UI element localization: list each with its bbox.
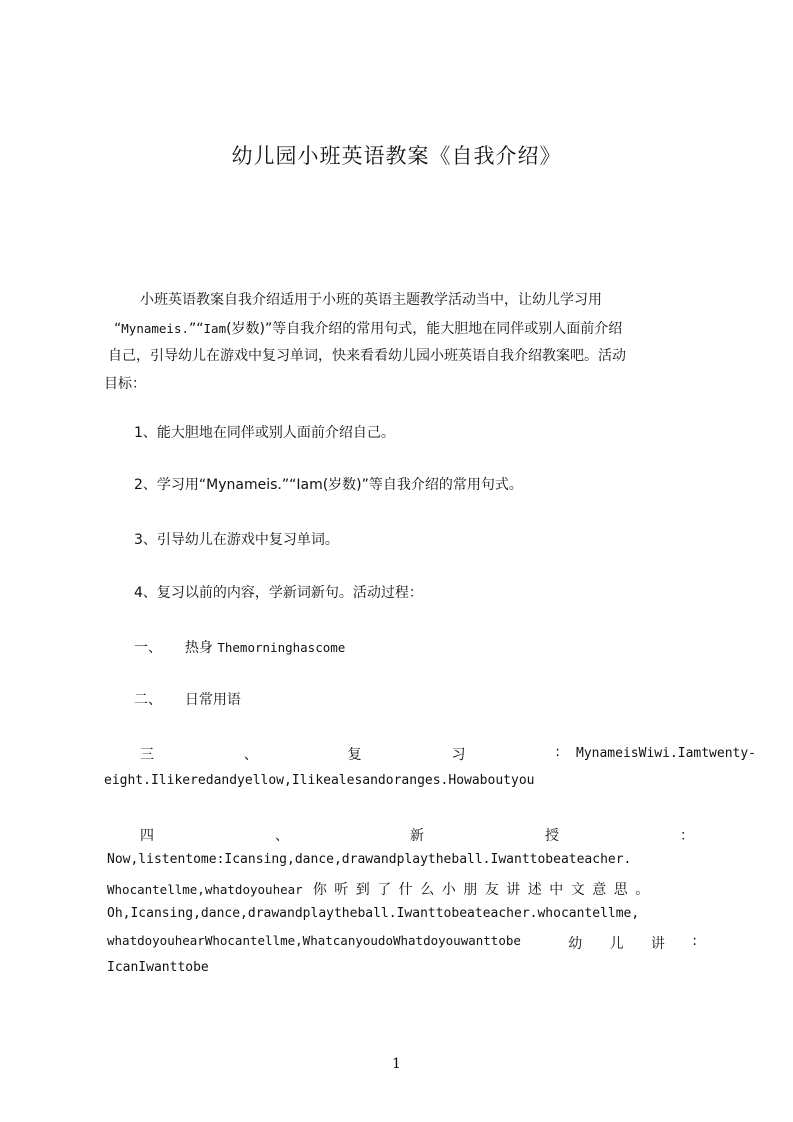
section-4-line-4 (107, 933, 697, 953)
intro-line-2-rest: ”等自我介绍的常用句式，能大胆地在同伴或别人面前介绍 (265, 320, 623, 337)
section-4-line-4-char-2: 儿 (609, 936, 624, 952)
section-4-line-5: IcanIwanttobe (107, 960, 209, 975)
intro-en-phrase-1: Mynameis. (121, 320, 189, 336)
section-4-line-4-char-3: 讲 (650, 936, 665, 952)
section-4-line-4-char-4: : (692, 933, 697, 949)
intro-line-1-text: 小班英语教案自我介绍适用于小班的英语主题教学活动当中，让幼儿学习用 (140, 292, 602, 308)
section-3-line-1-end: MynameisWiwi.Iamtwenty- (576, 746, 757, 761)
page-number: 1 (392, 1056, 401, 1072)
section-4-line-4-en: whatdoyouhearWhocantellme,WhatcanyoudoWhatdoyouwanttobe (107, 933, 521, 948)
intro-paragraph (106, 287, 702, 398)
section-3-char-5: : (555, 744, 560, 760)
section-4-line-3: Oh,Icansing,dance,drawandplaytheball.Iwanttobeateacher.whocantellme, (107, 906, 640, 921)
quote-open: “ (114, 320, 122, 337)
quote-mid: ”“ (189, 320, 204, 337)
section-4-char-5: ： (680, 828, 694, 844)
section-4-line-4-char-1: 幼 (568, 936, 583, 952)
section-4-line-2-zh: 你听到了什么小朋友讲述中文意思。 (312, 882, 657, 898)
section-4-line-2 (107, 879, 657, 899)
section-2-heading (134, 687, 241, 714)
goal-2: 2、学习用“Mynameis.”“Iam(岁数)”等自我介绍的常用句式。 (134, 477, 523, 493)
section-1-label: 热身 (184, 640, 213, 656)
section-3-char-3: 复 (347, 747, 362, 763)
section-4-char-1: 四 (140, 828, 154, 844)
section-4-line-1: Now,listentome:Icansing,dance,drawandplaytheball.Iwanttobeateacher. (107, 852, 632, 867)
intro-line-4: 目标： (104, 375, 146, 392)
section-3-line-2: eight.Ilikeredandyellow,Ilikealesandoranges.Howaboutyou (104, 773, 535, 788)
section-4-char-4: 授 (545, 828, 559, 844)
goal-4: 4、复习以前的内容，学新词新句。活动过程： (134, 585, 423, 601)
section-4-line-2-en: Whocantellme,whatdoyouhear (107, 882, 303, 897)
intro-line-2 (114, 315, 702, 344)
document-title: 幼儿园小班英语教案《自我介绍》 (231, 144, 562, 168)
intro-line-3: 自己，引导幼儿在游戏中复习单词，快来看看幼儿园小班英语自我介绍教案吧。活动 (108, 348, 626, 364)
section-2-label: 日常用语 (184, 692, 241, 708)
section-4-heading (140, 825, 694, 845)
section-3-char-1: 三 (140, 747, 154, 763)
intro-age: (岁数) (226, 320, 266, 337)
intro-line-1 (106, 287, 702, 315)
section-1-heading (134, 634, 345, 662)
section-4-char-3: 新 (410, 828, 424, 844)
section-2-number: 二、 (134, 692, 162, 708)
section-1-text: Themorninghascome (217, 640, 346, 655)
section-3-char-2: 、 (243, 747, 258, 763)
section-4-char-2: 、 (275, 828, 289, 844)
goal-3: 3、引导幼儿在游戏中复习单词。 (134, 532, 339, 548)
section-3-heading (140, 744, 560, 764)
section-1-number: 一、 (134, 640, 162, 656)
goal-1: 1、能大胆地在同伴或别人面前介绍自己。 (134, 425, 395, 441)
section-3-char-4: 习 (451, 747, 466, 763)
intro-en-phrase-2: Iam (203, 320, 227, 336)
